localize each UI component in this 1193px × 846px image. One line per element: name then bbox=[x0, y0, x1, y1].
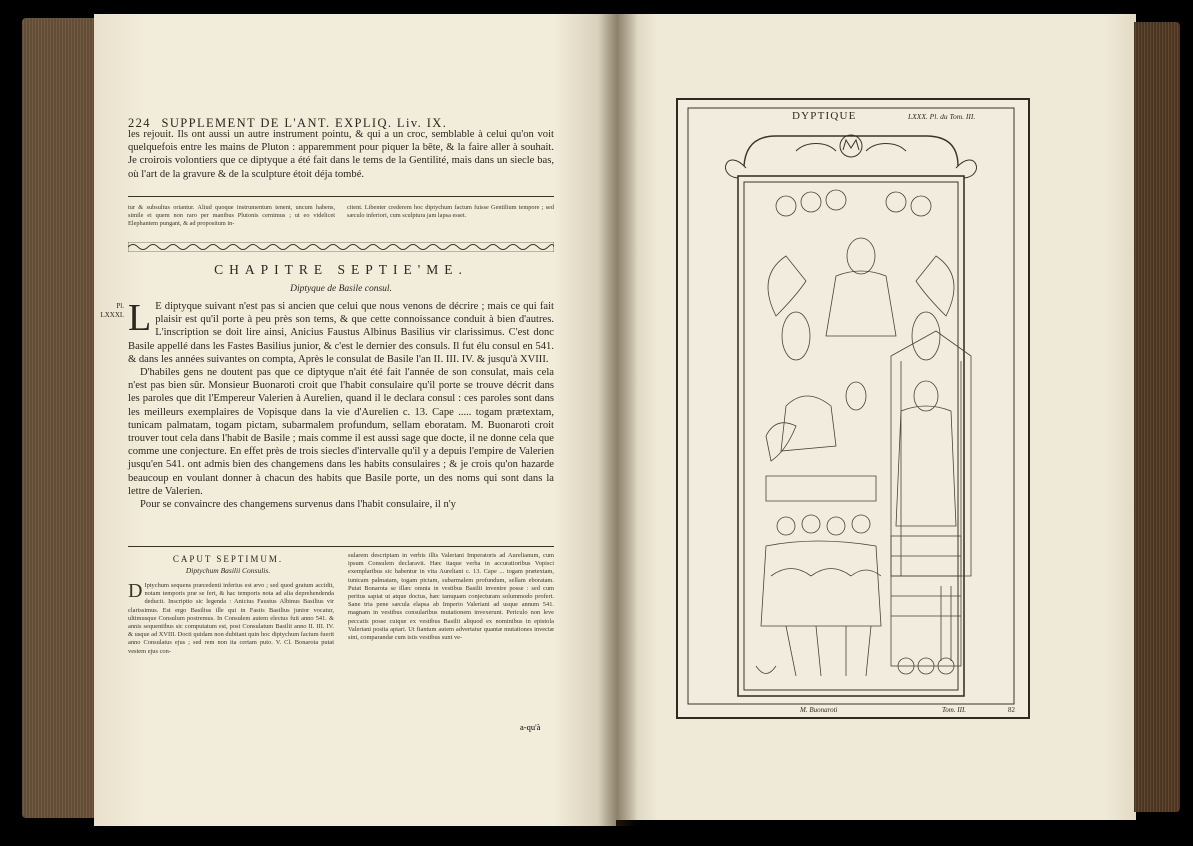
plate-reference: LXXX. Pl. du Tom. III. bbox=[908, 112, 976, 121]
plate-number: 82 bbox=[1008, 706, 1015, 714]
left-page-edges bbox=[22, 18, 100, 818]
engraved-plate bbox=[676, 98, 1030, 719]
latin-chapter-heading: CAPUT SEPTIMUM. bbox=[172, 554, 284, 564]
plate-title: DYPTIQUE bbox=[792, 110, 857, 122]
footnote-right: citent. Libenter crederem hoc diptychum factum fuisse Gentilium tempore ; sed sæculo inferiori, cum sculptura jam lapsa esset. bbox=[347, 204, 554, 219]
diptych-engraving bbox=[686, 106, 1016, 706]
body-paragraph-1 bbox=[128, 297, 554, 366]
ornament-band bbox=[128, 242, 554, 252]
footnote-left: tur & subsultus oriantur. Aliud quoque instrumentum tenent, uncum habens, simile ei quem non raro per manibus Plutonis cernimus ; ut eo videlicet Elephantem pungant, & ad propositum in- bbox=[128, 204, 335, 227]
plate-tome: Tom. III. bbox=[942, 706, 967, 714]
catchword: a-qu'à bbox=[520, 722, 541, 732]
latin-drop-cap: D bbox=[128, 580, 143, 602]
intro-text: les rejouit. Ils ont aussi un autre instrument pointu, & qui a un croc, semblable à celui qu'on voit quelquefois entre les mains de Pluton : apparemment pour piquer la bête, & la faire aller à souhait. Je croirois volontiers que ce diptyque a été fait dans le tems de la Gentilité, mais dans un siecle bas, où l'art de la gravure & de la sculpture étoit déja tombé. bbox=[128, 129, 554, 180]
plate-frame-line bbox=[688, 108, 1014, 704]
footnote-rule bbox=[128, 196, 554, 197]
margin-note-plate: LXXXI. bbox=[100, 311, 124, 319]
margin-note bbox=[86, 302, 124, 320]
chapter-subtitle: Diptyque de Basile consul. bbox=[290, 284, 392, 294]
drop-cap: L bbox=[128, 297, 152, 339]
running-head-title: SUPPLEMENT DE L'ANT. EXPLIQ. Liv. IX. bbox=[161, 116, 448, 130]
body-paragraph-1-text: E diptyque suivant n'est pas si ancien que celui que nous venons de décrire ; mais ce qui fait plaisir est qu'il porte à peu près son tems, & que cette connoissance conduit à bien d'autres. L'inscription se doit lire ainsi, Anicius Faustus Albinus Basilius vir clarissimus. C'est donc Basile appellé dans les Fastes Basilius junior, & c'est le dernier des consuls. Il fut élu consul en 541. & dans les années suivantes on compta, Après le consulat de Basile l'an II. III. IV. & jusqu'à XVIII. bbox=[128, 301, 554, 365]
latin-chapter-subtitle: Diptychum Basilii Consulis. bbox=[185, 566, 271, 575]
body-paragraph-2: D'habiles gens ne doutent pas que ce diptyque n'ait été fait l'année de son consulat, mais cela n'est pas bien sûr. Monsieur Buonaroti croit que l'habit consulaire qu'il porte se trouve décrit dans les paroles que dit l'Empereur Valerien à Aurelien, quand il le declara consul : ces paroles sont dans les meilleurs exemplaires de Vopisque dans la vie d'Aurelien c. 13. Cape ..... togam prætextam, tunicam palmatam, togam pictam, subarmalem profundum, sellam eboratam. M. Buonaroti croit trouver tout cela dans l'habit de Basile ; mais comme il est aussi sage que docte, il ne donne cela que comme une conjecture. En effet près de trois siecles d'intervalle qu'il y a depuis l'empire de Valerien jusqu'en 541. ont admis bien des changemens dans les habits consulaires ; & je crois qu'on hazarde beaucoup en voulant donner à chacun des habits que Basile porte, un des noms qui sont dans la lettre de Valerien. bbox=[128, 367, 554, 497]
latin-column-2 bbox=[348, 552, 554, 656]
latin-column-1 bbox=[128, 582, 334, 656]
page-number: 224 bbox=[128, 116, 151, 130]
footnotes bbox=[128, 204, 554, 228]
body-paragraph-3: Pour se convaincre des changemens survenus dans l'habit consulaire, il n'y bbox=[140, 499, 456, 511]
book-gutter bbox=[598, 14, 638, 826]
intro-paragraph bbox=[128, 128, 554, 181]
chapter-title: CHAPITRE SEPTIE'ME. bbox=[214, 262, 468, 277]
latin-column-1-text bbox=[128, 582, 334, 656]
margin-note-pl: Pl. bbox=[116, 302, 124, 310]
latin-rule bbox=[128, 546, 554, 547]
chapter-body bbox=[128, 297, 554, 511]
right-page-edges bbox=[1134, 22, 1180, 812]
latin-col1-text: Iptychum sequens præcedenti inferius est ævo ; sed quod gratum accidit, notam temporis præ se fert, & hac temporis nota ad alia deprehendenda deducit. Inscriptio sic legenda : Anicius Faustus Albinus Basilius vir clarissimus. Est ergo Basilius ille qui in Fastis Basilius junior vocatur, ultimusque Consulum postremus. In Consulem autem electus fuit anno 541. & annis sequentibus sic computatum est, post Consulatum Basilii anno II. III. IV. & usque ad XVIII. Docti quidam non dubitant quin hoc diptychum factum fuerit anno Consulatus ejus ; sed rem non ita certam puto. V. Cl. Bonarota putat vestem ejus con- bbox=[128, 582, 334, 655]
latin-col2-text: sularem descriptam in verbis illis Valeriani Imperatoris ad Aurelianum, cum ipsum Consulem declaravit. Hæc itaque verba in accuratioribus Vopisci exemplaribus sic habentur in vita Aureliani c. 13. Cape ... togam prætextam, tunicam palmatam, togam pictam, subarmalem profundum, sellam eboratam. Putat Bonarota se illæc omnia in vestibus Basilii invenire posse : sed cum peritus sapiat ut atque doctus, hæc tamquam conjecturam solummodo profert. Sane tria pene sæcula elapsa ab Imperio Valeriani ad usque annum 541. magnam in vestibus consularibus mutationem invexerunt. Periculo non leve peccatis posse cuique ex vestibus Basilii aliquod ex nominibus in epistola Valeriani posita aptari. Ut fiantum autem advertatur quantæ mutationes invectæ sint, comparandæ cum istis vestibus sunt ve- bbox=[348, 552, 554, 642]
plate-signature: M. Buonaroti bbox=[800, 706, 838, 714]
